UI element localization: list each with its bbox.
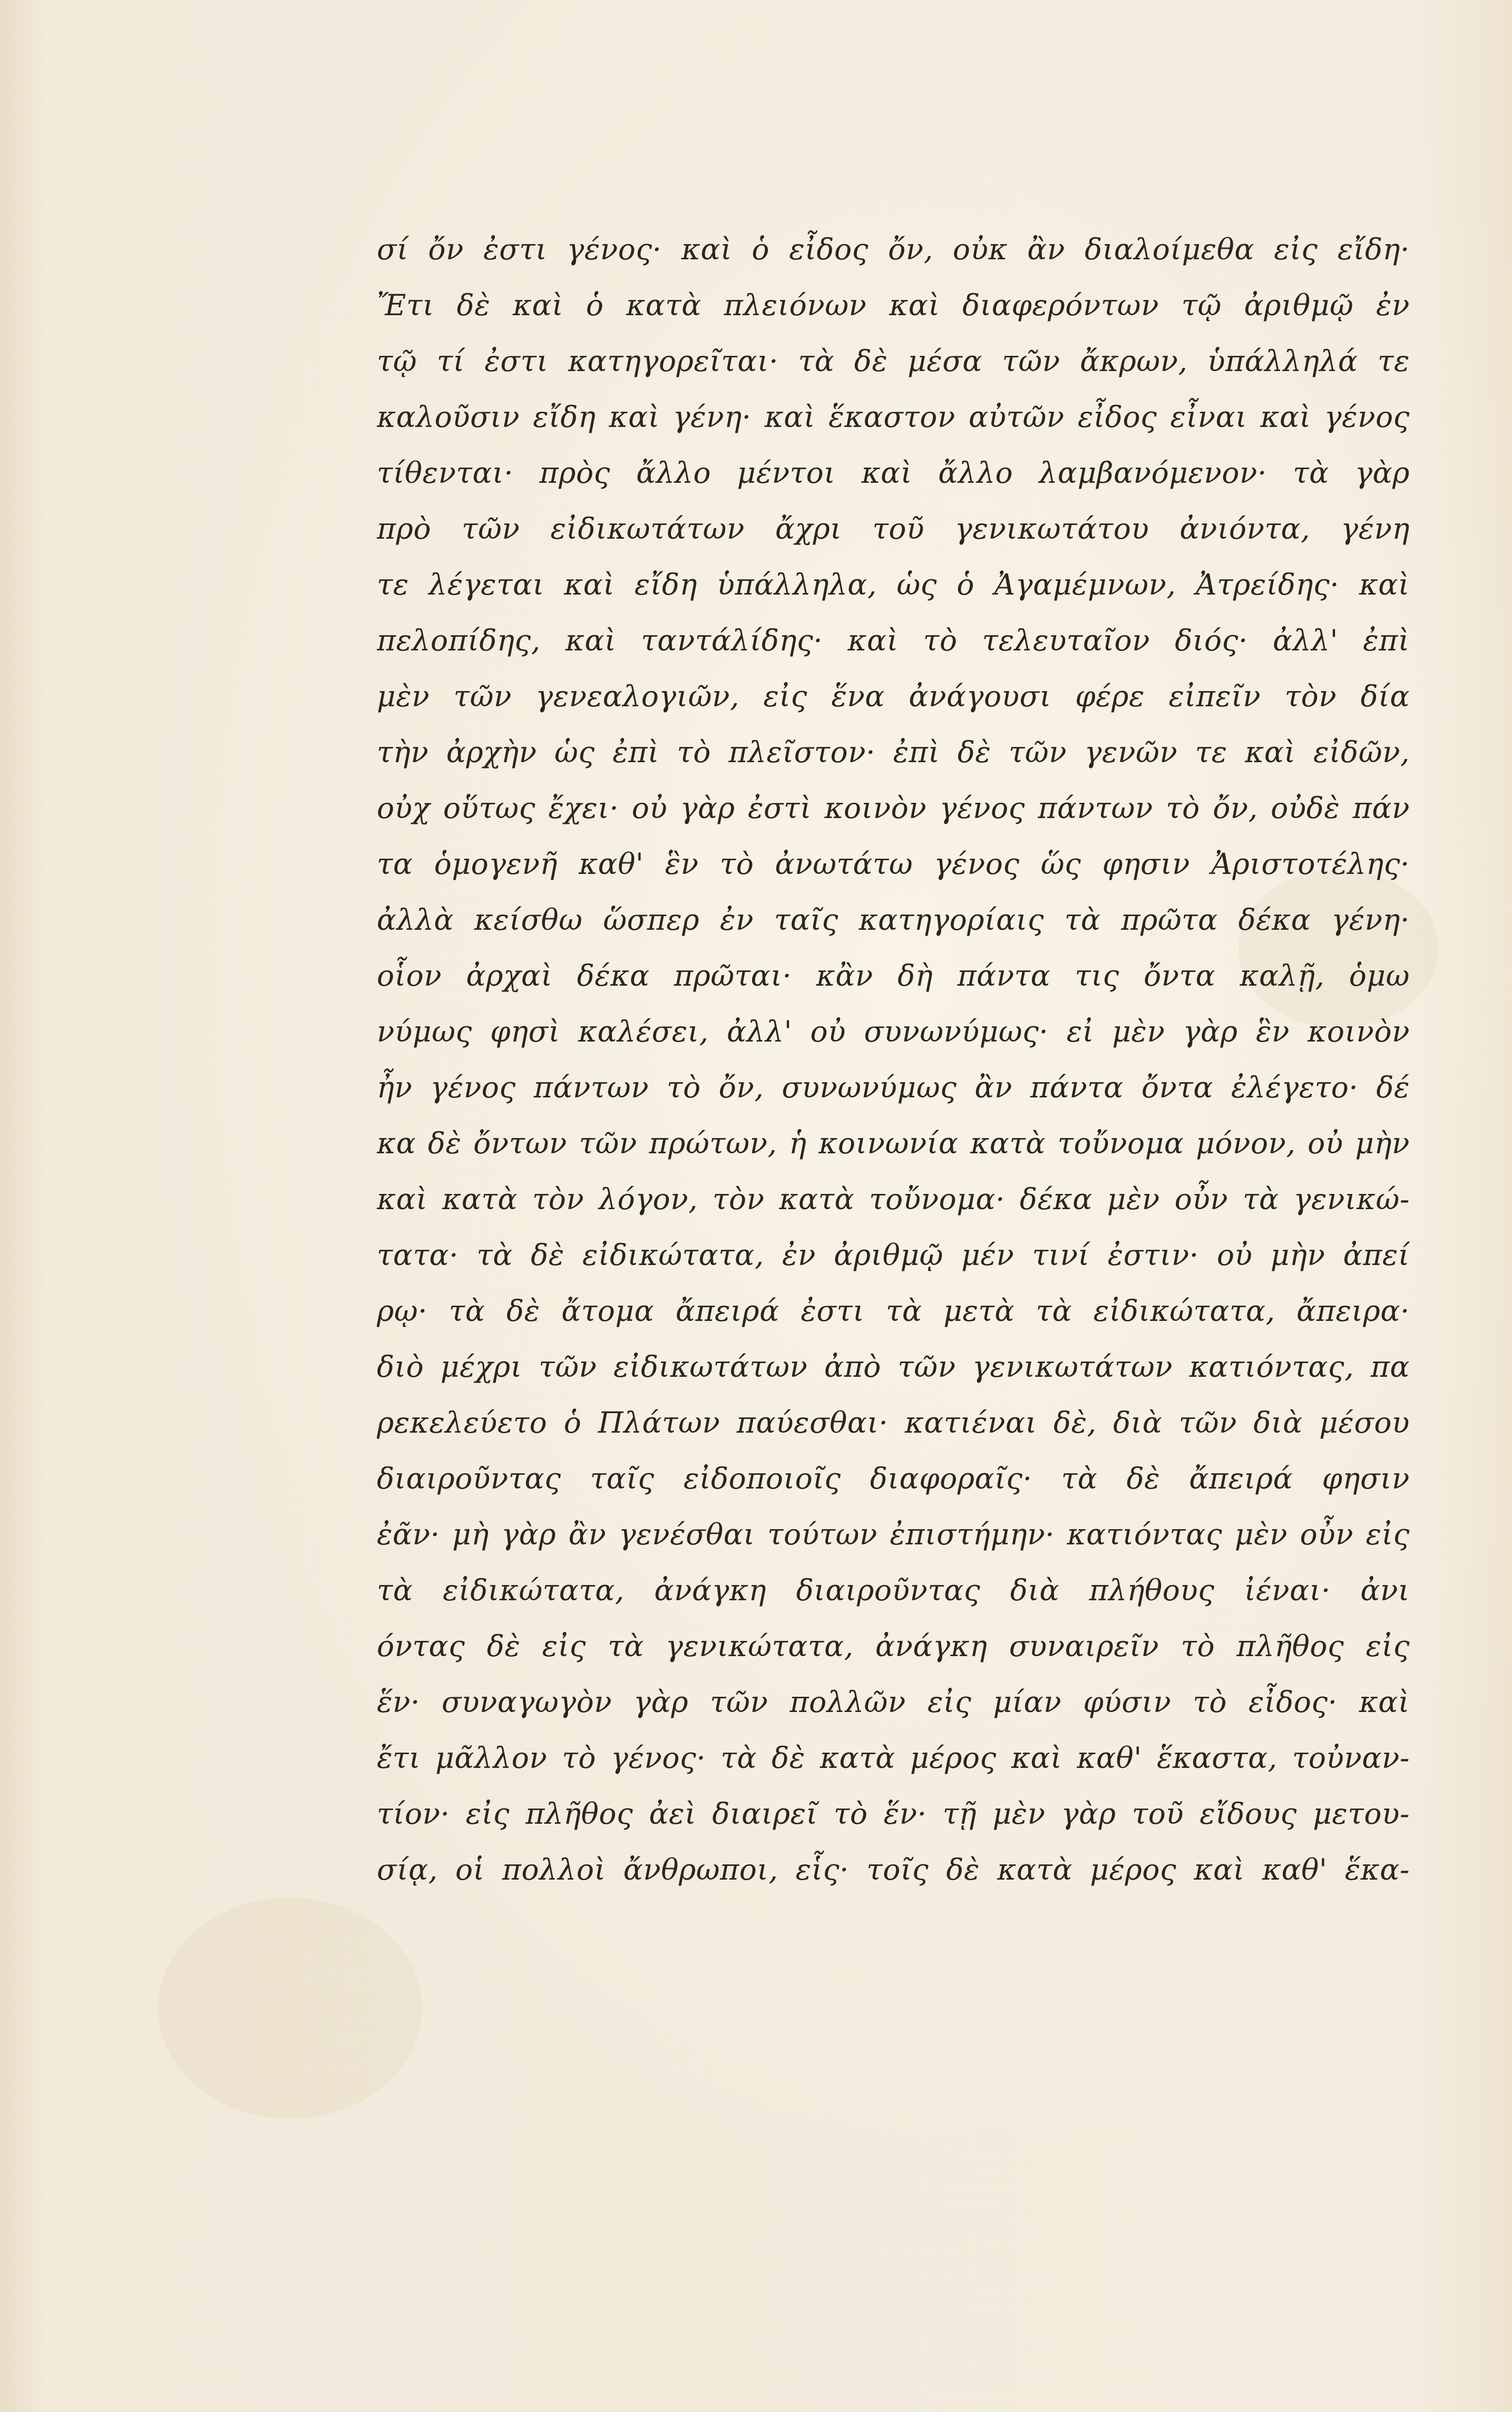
text-line: Ἔτι δὲ καὶ ὁ κατὰ πλειόνων καὶ διαφερόντων τῷ ἀριθμῷ ἐν xyxy=(377,288,1410,322)
text-line: τε λέγεται καὶ εἴδη ὑπάλληλα, ὡς ὁ Ἀγαμέμνων, Ἀτρείδης· καὶ xyxy=(377,568,1410,601)
text-line: ρῳ· τὰ δὲ ἄτομα ἄπειρά ἐστι τὰ μετὰ τὰ εἰδικώτατα, ἄπειρα· xyxy=(377,1294,1410,1328)
text-line: όντας δὲ εἰς τὰ γενικώτατα, ἀνάγκη συναιρεῖν τὸ πλῆθος εἰς xyxy=(377,1629,1410,1663)
text-line: τίθενται· πρὸς ἄλλο μέντοι καὶ ἄλλο λαμβανόμενον· τὰ γὰρ xyxy=(377,456,1410,490)
text-line: ἕν· συναγωγὸν γὰρ τῶν πολλῶν εἰς μίαν φύσιν τὸ εἶδος· καὶ xyxy=(377,1685,1410,1719)
text-line: τα ὁμογενῆ καθ' ἓν τὸ ἀνωτάτω γένος ὥς φησιν Ἀριστοτέλης· xyxy=(377,847,1410,881)
text-line: οὐχ οὕτως ἔχει· οὐ γὰρ ἐστὶ κοινὸν γένος πάντων τὸ ὄν, οὐδὲ πάν xyxy=(377,791,1410,825)
text-line: τίον· εἰς πλῆθος ἀεὶ διαιρεῖ τὸ ἕν· τῇ μὲν γὰρ τοῦ εἴδους μετου- xyxy=(377,1797,1410,1831)
text-line: μὲν τῶν γενεαλογιῶν, εἰς ἕνα ἀνάγουσι φέρε εἰπεῖν τὸν δία xyxy=(377,679,1410,713)
text-line: τὴν ἀρχὴν ὡς ἐπὶ τὸ πλεῖστον· ἐπὶ δὲ τῶν γενῶν τε καὶ εἰδῶν, xyxy=(377,735,1410,769)
text-line: καὶ κατὰ τὸν λόγον, τὸν κατὰ τοὔνομα· δέκα μὲν οὖν τὰ γενικώ- xyxy=(377,1182,1410,1216)
text-line: τατα· τὰ δὲ εἰδικώτατα, ἐν ἀριθμῷ μέν τινί ἐστιν· οὐ μὴν ἀπεί xyxy=(377,1238,1410,1272)
text-line: κα δὲ ὄντων τῶν πρώτων, ἡ κοινωνία κατὰ τοὔνομα μόνον, οὐ μὴν xyxy=(377,1126,1410,1160)
greek-text-block xyxy=(377,221,1410,1898)
text-line: ἔτι μᾶλλον τὸ γένος· τὰ δὲ κατὰ μέρος καὶ καθ' ἕκαστα, τοὐναν- xyxy=(377,1741,1410,1775)
text-line: διαιροῦντας ταῖς εἰδοποιοῖς διαφοραῖς· τὰ δὲ ἄπειρά φησιν xyxy=(377,1462,1410,1495)
text-line: τῷ τί ἐστι κατηγορεῖται· τὰ δὲ μέσα τῶν ἄκρων, ὑπάλληλά τε xyxy=(377,344,1410,378)
text-line: τὰ εἰδικώτατα, ἀνάγκη διαιροῦντας διὰ πλήθους ἰέναι· ἀνι xyxy=(377,1573,1410,1607)
text-line: σί ὄν ἐστι γένος· καὶ ὁ εἶδος ὄν, οὐκ ἂν διαλοίμεθα εἰς εἴδη· xyxy=(377,232,1410,266)
text-line: διὸ μέχρι τῶν εἰδικωτάτων ἀπὸ τῶν γενικωτάτων κατιόντας, πα xyxy=(377,1350,1410,1384)
text-line: πελοπίδης, καὶ ταντάλίδης· καὶ τὸ τελευταῖον διός· ἀλλ' ἐπὶ xyxy=(377,624,1410,657)
text-line: πρὸ τῶν εἰδικωτάτων ἄχρι τοῦ γενικωτάτου ἀνιόντα, γένη xyxy=(377,512,1410,546)
text-line: νύμως φησὶ καλέσει, ἀλλ' οὐ συνωνύμως· εἰ μὲν γὰρ ἓν κοινὸν xyxy=(377,1015,1410,1048)
paper-stain xyxy=(158,1898,422,2119)
text-line: ρεκελεύετο ὁ Πλάτων παύεσθαι· κατιέναι δὲ, διὰ τῶν διὰ μέσου xyxy=(377,1406,1410,1440)
text-line: ἐᾶν· μὴ γὰρ ἂν γενέσθαι τούτων ἐπιστήμην· κατιόντας μὲν οὖν εἰς xyxy=(377,1518,1410,1551)
text-line: καλοῦσιν εἴδη καὶ γένη· καὶ ἕκαστον αὐτῶν εἶδος εἶναι καὶ γένος xyxy=(377,400,1410,434)
text-line: ἦν γένος πάντων τὸ ὄν, συνωνύμως ἂν πάντα ὄντα ἐλέγετο· δέ xyxy=(377,1071,1410,1104)
text-line: ἀλλὰ κείσθω ὥσπερ ἐν ταῖς κατηγορίαις τὰ πρῶτα δέκα γένη· xyxy=(377,903,1410,937)
text-line: σίᾳ, οἱ πολλοὶ ἄνθρωποι, εἷς· τοῖς δὲ κατὰ μέρος καὶ καθ' ἕκα- xyxy=(377,1853,1410,1886)
text-line: οἷον ἀρχαὶ δέκα πρῶται· κἂν δὴ πάντα τις ὄντα καλῇ, ὁμω xyxy=(377,959,1410,993)
